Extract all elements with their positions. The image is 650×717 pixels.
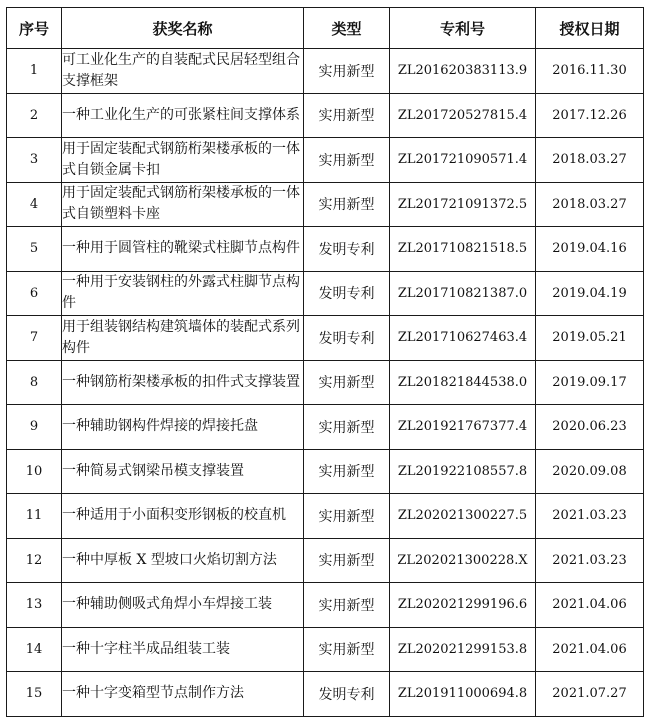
row-date: 2018.03.27 — [536, 138, 644, 183]
row-name: 可工业化生产的自装配式民居轻型组合支撑框架 — [62, 49, 304, 94]
header-index: 序号 — [7, 8, 62, 49]
row-date: 2019.05.21 — [536, 316, 644, 361]
row-date: 2020.09.08 — [536, 449, 644, 494]
row-name: 一种适用于小面积变形钢板的校直机 — [62, 494, 304, 539]
row-date: 2019.04.19 — [536, 271, 644, 316]
row-patent-no: ZL201821844538.0 — [390, 360, 536, 405]
row-date: 2021.03.23 — [536, 494, 644, 539]
table-row — [7, 405, 644, 450]
row-date: 2020.06.23 — [536, 405, 644, 450]
row-index: 5 — [7, 227, 62, 272]
row-patent-no: ZL202021300227.5 — [390, 494, 536, 539]
row-name: 一种中厚板 X 型坡口火焰切割方法 — [62, 538, 304, 583]
row-name: 用于组装钢结构建筑墙体的装配式系列构件 — [62, 316, 304, 361]
table-row — [7, 360, 644, 405]
row-index: 6 — [7, 271, 62, 316]
header-name: 获奖名称 — [62, 8, 304, 49]
table-row — [7, 49, 644, 94]
row-patent-no: ZL201921767377.4 — [390, 405, 536, 450]
table-row — [7, 138, 644, 183]
row-date: 2021.03.23 — [536, 538, 644, 583]
table-row — [7, 583, 644, 628]
row-type: 发明专利 — [304, 271, 390, 316]
row-name: 一种辅助侧吸式角焊小车焊接工装 — [62, 583, 304, 628]
row-date: 2021.04.06 — [536, 583, 644, 628]
row-name: 一种用于安装钢柱的外露式柱脚节点构件 — [62, 271, 304, 316]
row-patent-no: ZL202021299153.8 — [390, 627, 536, 672]
table-row — [7, 627, 644, 672]
row-type: 实用新型 — [304, 360, 390, 405]
patent-table — [6, 7, 644, 717]
row-name: 一种简易式钢梁吊模支撑装置 — [62, 449, 304, 494]
header-patent-no: 专利号 — [390, 8, 536, 49]
row-index: 4 — [7, 182, 62, 227]
row-date: 2019.09.17 — [536, 360, 644, 405]
row-index: 14 — [7, 627, 62, 672]
row-patent-no: ZL201721091372.5 — [390, 182, 536, 227]
row-type: 发明专利 — [304, 227, 390, 272]
row-index: 15 — [7, 672, 62, 717]
row-patent-no: ZL201922108557.8 — [390, 449, 536, 494]
table-row — [7, 227, 644, 272]
row-patent-no: ZL201620383113.9 — [390, 49, 536, 94]
row-date: 2016.11.30 — [536, 49, 644, 94]
row-name: 一种工业化生产的可张紧柱间支撑体系 — [62, 93, 304, 138]
row-type: 实用新型 — [304, 538, 390, 583]
table-row — [7, 672, 644, 717]
row-type: 实用新型 — [304, 182, 390, 227]
row-patent-no: ZL202021299196.6 — [390, 583, 536, 628]
row-type: 发明专利 — [304, 672, 390, 717]
row-patent-no: ZL201710821518.5 — [390, 227, 536, 272]
row-name: 一种用于圆管柱的靴梁式柱脚节点构件 — [62, 227, 304, 272]
row-name: 用于固定装配式钢筋桁架楼承板的一体式自锁塑料卡座 — [62, 182, 304, 227]
row-date: 2021.04.06 — [536, 627, 644, 672]
row-patent-no: ZL202021300228.X — [390, 538, 536, 583]
row-date: 2021.07.27 — [536, 672, 644, 717]
row-index: 2 — [7, 93, 62, 138]
row-date: 2019.04.16 — [536, 227, 644, 272]
row-type: 实用新型 — [304, 494, 390, 539]
row-type: 实用新型 — [304, 49, 390, 94]
table-row — [7, 271, 644, 316]
header-date: 授权日期 — [536, 8, 644, 49]
row-index: 1 — [7, 49, 62, 94]
row-index: 8 — [7, 360, 62, 405]
row-name: 一种辅助钢构件焊接的焊接托盘 — [62, 405, 304, 450]
row-name: 用于固定装配式钢筋桁架楼承板的一体式自锁金属卡扣 — [62, 138, 304, 183]
row-index: 10 — [7, 449, 62, 494]
row-index: 3 — [7, 138, 62, 183]
row-type: 发明专利 — [304, 316, 390, 361]
header-type: 类型 — [304, 8, 390, 49]
row-index: 12 — [7, 538, 62, 583]
row-index: 9 — [7, 405, 62, 450]
table-body — [7, 49, 644, 717]
row-type: 实用新型 — [304, 138, 390, 183]
row-patent-no: ZL201721090571.4 — [390, 138, 536, 183]
row-date: 2018.03.27 — [536, 182, 644, 227]
row-type: 实用新型 — [304, 449, 390, 494]
row-patent-no: ZL201720527815.4 — [390, 93, 536, 138]
row-type: 实用新型 — [304, 93, 390, 138]
table-row — [7, 182, 644, 227]
row-type: 实用新型 — [304, 405, 390, 450]
table-row — [7, 93, 644, 138]
row-index: 13 — [7, 583, 62, 628]
row-date: 2017.12.26 — [536, 93, 644, 138]
row-patent-no: ZL201710627463.4 — [390, 316, 536, 361]
row-name: 一种钢筋桁架楼承板的扣件式支撑装置 — [62, 360, 304, 405]
table-row — [7, 449, 644, 494]
row-name: 一种十字变箱型节点制作方法 — [62, 672, 304, 717]
row-type: 实用新型 — [304, 583, 390, 628]
table-header-row — [7, 8, 644, 49]
row-name: 一种十字柱半成品组装工装 — [62, 627, 304, 672]
table-row — [7, 494, 644, 539]
table-row — [7, 316, 644, 361]
table-row — [7, 538, 644, 583]
row-index: 7 — [7, 316, 62, 361]
row-index: 11 — [7, 494, 62, 539]
row-type: 实用新型 — [304, 627, 390, 672]
row-patent-no: ZL201911000694.8 — [390, 672, 536, 717]
row-patent-no: ZL201710821387.0 — [390, 271, 536, 316]
